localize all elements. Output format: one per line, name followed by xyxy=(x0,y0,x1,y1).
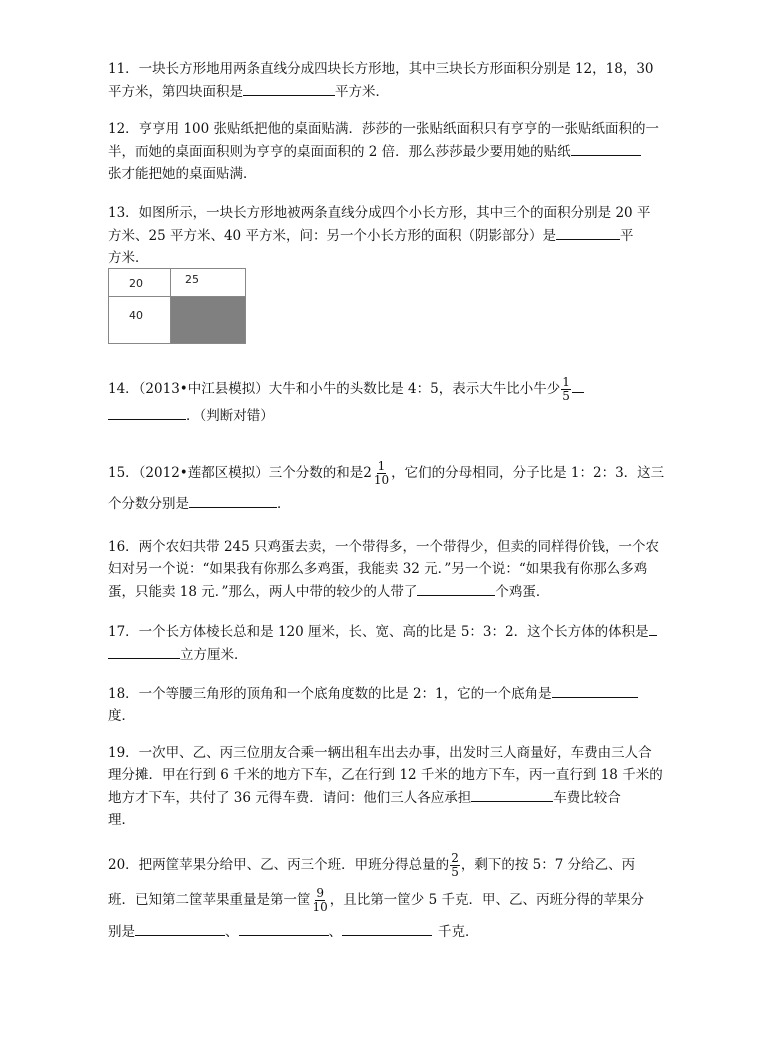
question-14 xyxy=(108,374,660,427)
q20-line2: 班．已知第二筐苹果重量是第一筐 $\frac{9}{10}$ ，且比第一筐少 5 千克．甲、乙、丙班分得的苹果分 xyxy=(108,886,644,914)
q20-answer-blank-2 xyxy=(239,920,329,936)
q19-answer-blank xyxy=(471,786,553,802)
q20-answer-blank-1 xyxy=(135,920,225,936)
q13-line3: 方米． xyxy=(108,250,149,266)
question-12 xyxy=(108,118,660,185)
q11-line1: 11．一块长方形地用两条直线分成四块长方形地，其中三块长方形面积分别是 12，18，30 xyxy=(108,61,654,77)
q18-line2: 度． xyxy=(108,708,135,724)
q19-line2: 理分摊．甲在行到 6 千米的地方下车，乙在行到 12 千米的地方下车，丙一直行到 18 千米的 xyxy=(108,767,663,783)
q20-line1: 20．把两筐苹果分给甲、乙、丙三个班．甲班分得总量的 $\frac{2}{5}$ ，剩下的按 5：7 分给乙、丙 xyxy=(108,851,636,879)
q12-line2: 半，而她的桌面面积则为亨亨的桌面面积的 2 倍．那么莎莎最少要用她的贴纸 xyxy=(108,140,660,163)
q12-answer-blank xyxy=(571,140,641,156)
q19-line1: 19．一次甲、乙、丙三位朋友合乘一辆出租车出去办事，出发时三人商量好，车费由三人合 xyxy=(108,745,652,761)
q13-line2: 方米、25 平方米、40 平方米，问：另一个小长方形的面积（阴影部分）是 平 xyxy=(108,224,660,247)
q15-answer-blank xyxy=(189,492,277,508)
q18-line1: 18．一个等腰三角形的顶角和一个底角度数的比是 2：1，它的一个底角是 xyxy=(108,682,660,705)
q19-line4: 理． xyxy=(108,812,135,828)
q17-blank-lead xyxy=(649,620,657,636)
q17-line1: 17．一个长方体棱长总和是 120 厘米，长、宽、高的比是 5：3：2．这个长方体的体积是 xyxy=(108,620,660,643)
area-diagram xyxy=(108,268,246,344)
q14-line2: ．（判断对错） xyxy=(108,404,660,427)
q17-line2: 立方厘米． xyxy=(108,643,660,666)
q17-answer-blank xyxy=(108,643,180,659)
q12-line3: 张才能把她的桌面贴满． xyxy=(108,166,257,182)
question-17 xyxy=(108,620,660,666)
area-cell-top-left: 20 xyxy=(109,269,171,297)
q16-line1: 16．两个农妇共带 245 只鸡蛋去卖，一个带得多，一个带得少，但卖的同样得价钱，一个农 xyxy=(108,539,660,555)
question-18 xyxy=(108,682,660,727)
q16-line2: 妇对另一个说：“如果我有你那么多鸡蛋，我能卖 32 元．”另一个说：“如果我有你那么多鸡 xyxy=(108,561,648,577)
q12-line1: 12．亨亨用 100 张贴纸把他的桌面贴满．莎莎的一张贴纸面积只有亨亨的一张贴纸面积的一 xyxy=(108,121,660,137)
q20-answer-blank-3 xyxy=(342,920,432,936)
question-20 xyxy=(108,850,660,943)
q20-fraction-1: $\frac{2}{5}$ xyxy=(451,851,459,879)
q16-answer-blank xyxy=(417,580,495,596)
question-13 xyxy=(108,202,660,269)
q13-answer-blank xyxy=(556,224,620,240)
area-cell-shaded xyxy=(171,297,245,343)
q14-fraction: $\frac{1}{5}$ xyxy=(562,375,570,403)
question-16 xyxy=(108,536,660,603)
q18-answer-blank xyxy=(552,682,638,698)
question-19 xyxy=(108,742,663,831)
q11-line2: 平方米，第四块面积是 平方米． xyxy=(108,80,660,103)
q11-answer-blank xyxy=(243,80,335,96)
q15-line1: 15．（2012•莲都区模拟）三个分数的和是2 $\frac{1}{10}$ ，它们的分母相同，分子比是 1：2：3．这三 xyxy=(108,459,665,487)
q13-line1: 13．如图所示，一块长方形地被两条直线分成四个小长方形，其中三个的面积分别是 20 平 xyxy=(108,205,651,221)
area-cell-bottom-left: 40 xyxy=(109,297,171,343)
q14-answer-blank xyxy=(108,404,186,420)
q20-fraction-2: $\frac{9}{10}$ xyxy=(312,886,328,914)
area-cell-top-right: 25 xyxy=(171,269,245,297)
q16-line3: 蛋，只能卖 18 元．”那么，两人中带的较少的人带了 个鸡蛋． xyxy=(108,580,660,603)
q14-blank-lead xyxy=(572,377,584,393)
question-11 xyxy=(108,58,660,103)
q19-line3: 地方才下车，共付了 36 元得车费．请问：他们三人各应承担 车费比较合 xyxy=(108,786,660,809)
q14-line1: 14．（2013•中江县模拟）大牛和小牛的头数比是 4：5，表示大牛比小牛少 $\frac{1}{5}$ xyxy=(108,374,660,404)
q15-line2: 个分数分别是 ． xyxy=(108,492,660,515)
q15-fraction: $\frac{1}{10}$ xyxy=(373,459,390,487)
q20-line3: 别是 、 、 千克． xyxy=(108,920,660,943)
question-15 xyxy=(108,458,665,515)
